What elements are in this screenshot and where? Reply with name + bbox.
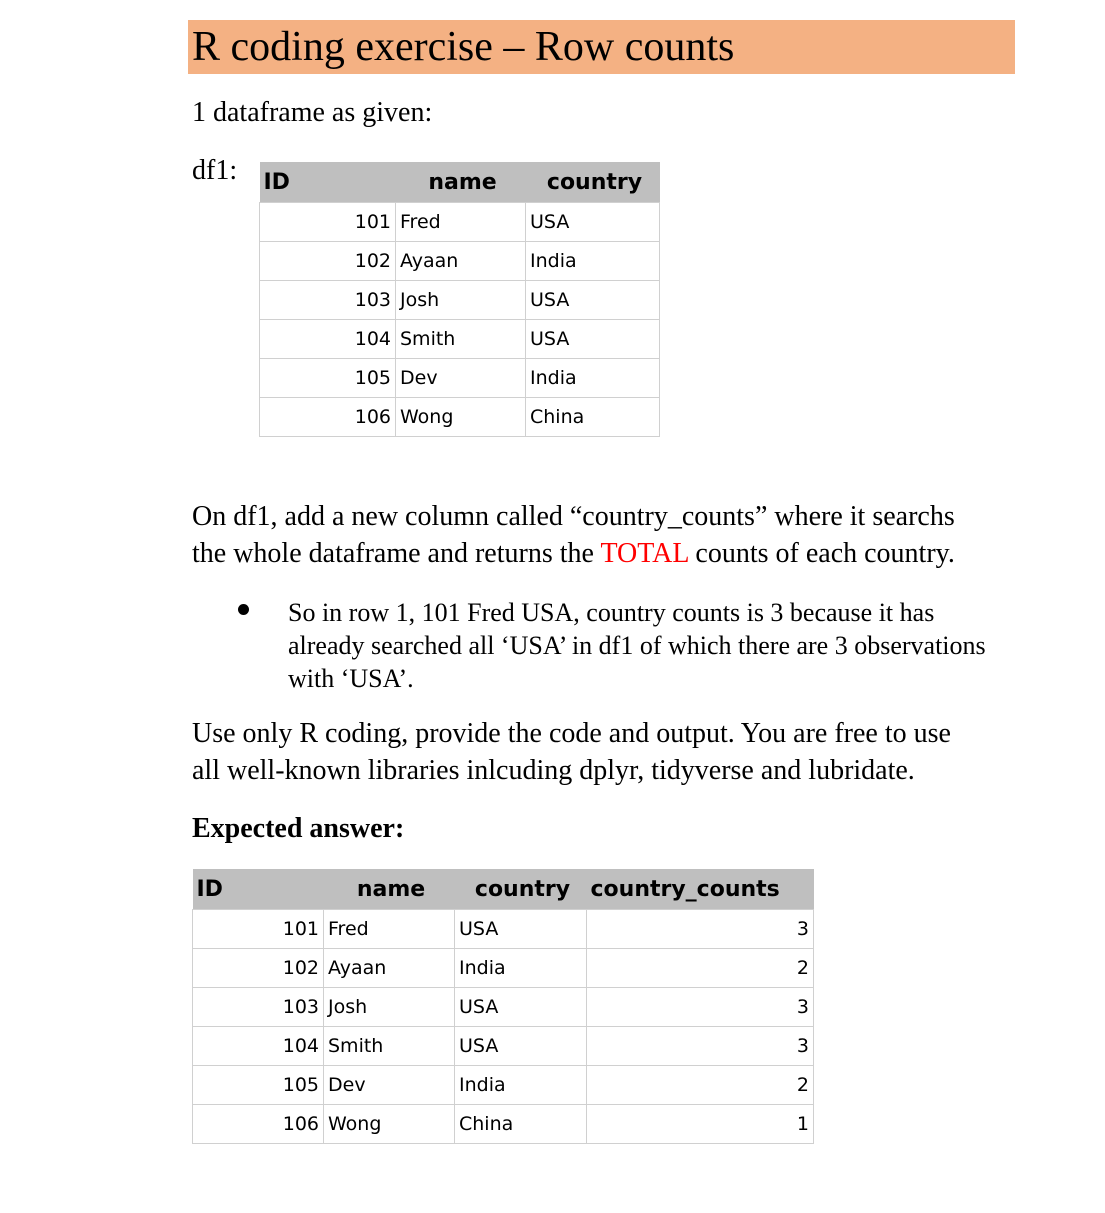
cell-country-counts: 2 — [587, 1066, 814, 1105]
table-header-row — [260, 162, 660, 203]
cell-country: USA — [455, 1027, 587, 1066]
input-table — [259, 162, 660, 437]
cell-country: USA — [526, 203, 660, 242]
cell-name: Wong — [324, 1105, 455, 1144]
cell-country: USA — [526, 281, 660, 320]
instructions-line-1: Use only R coding, provide the code and output. You are free to use — [192, 718, 951, 749]
cell-name: Fred — [396, 203, 526, 242]
table-row — [260, 203, 660, 242]
cell-country: India — [526, 242, 660, 281]
task-line-1: On df1, add a new column called “country_counts” where it searchs — [192, 501, 955, 532]
header-id: ID — [193, 869, 324, 910]
table-row — [260, 359, 660, 398]
bullet-line-1: So in row 1, 101 Fred USA, country counts is 3 because it has — [288, 598, 935, 627]
cell-name: Josh — [324, 988, 455, 1027]
cell-id: 105 — [193, 1066, 324, 1105]
header-country: country — [455, 869, 587, 910]
header-name: name — [396, 162, 526, 203]
total-highlight: TOTAL — [600, 538, 689, 569]
cell-id: 102 — [193, 949, 324, 988]
cell-id: 105 — [260, 359, 396, 398]
cell-name: Dev — [396, 359, 526, 398]
table-row — [193, 949, 814, 988]
df-label: df1: — [192, 155, 238, 186]
title-banner — [188, 20, 1015, 74]
cell-country-counts: 2 — [587, 949, 814, 988]
expected-answer-heading: Expected answer: — [192, 813, 405, 844]
table-header-row — [193, 869, 814, 910]
cell-country: China — [455, 1105, 587, 1144]
bullet-line-2: already searched all ‘USA’ in df1 of which there are 3 observations — [288, 631, 986, 660]
bullet-text — [288, 596, 986, 695]
cell-country-counts: 3 — [587, 988, 814, 1027]
cell-country: India — [455, 1066, 587, 1105]
cell-id: 106 — [260, 398, 396, 437]
cell-country: USA — [526, 320, 660, 359]
task-line-2-pre: the whole dataframe and returns the — [192, 538, 601, 569]
table-row — [260, 242, 660, 281]
cell-name: Josh — [396, 281, 526, 320]
table-row — [193, 1066, 814, 1105]
cell-country: China — [526, 398, 660, 437]
page-title: R coding exercise – Row counts — [192, 24, 735, 70]
cell-country-counts: 3 — [587, 1027, 814, 1066]
header-name: name — [324, 869, 455, 910]
bullet-icon — [238, 604, 249, 615]
task-line-2-post: counts of each country. — [688, 538, 955, 569]
table-row — [260, 398, 660, 437]
cell-id: 103 — [193, 988, 324, 1027]
cell-country: USA — [455, 988, 587, 1027]
cell-id: 106 — [193, 1105, 324, 1144]
cell-id: 104 — [193, 1027, 324, 1066]
table-row — [193, 910, 814, 949]
cell-name: Dev — [324, 1066, 455, 1105]
cell-id: 101 — [193, 910, 324, 949]
table-row — [260, 281, 660, 320]
cell-country: India — [526, 359, 660, 398]
task-line-2 — [192, 535, 955, 572]
cell-country-counts: 3 — [587, 910, 814, 949]
cell-country: India — [455, 949, 587, 988]
table-row — [193, 1105, 814, 1144]
bullet-line-3: with ‘USA’. — [288, 664, 414, 693]
cell-name: Ayaan — [396, 242, 526, 281]
cell-name: Fred — [324, 910, 455, 949]
table-row — [260, 320, 660, 359]
cell-name: Smith — [396, 320, 526, 359]
intro-text: 1 dataframe as given: — [192, 97, 433, 128]
cell-name: Wong — [396, 398, 526, 437]
header-country: country — [526, 162, 660, 203]
cell-country-counts: 1 — [587, 1105, 814, 1144]
instructions-line-2: all well-known libraries inlcuding dplyr, tidyverse and lubridate. — [192, 755, 915, 786]
header-country-counts: country_counts — [587, 869, 814, 910]
cell-name: Ayaan — [324, 949, 455, 988]
cell-id: 102 — [260, 242, 396, 281]
header-id: ID — [260, 162, 396, 203]
cell-id: 101 — [260, 203, 396, 242]
cell-id: 103 — [260, 281, 396, 320]
cell-id: 104 — [260, 320, 396, 359]
table-row — [193, 988, 814, 1027]
expected-table — [192, 869, 814, 1144]
cell-country: USA — [455, 910, 587, 949]
cell-name: Smith — [324, 1027, 455, 1066]
table-row — [193, 1027, 814, 1066]
